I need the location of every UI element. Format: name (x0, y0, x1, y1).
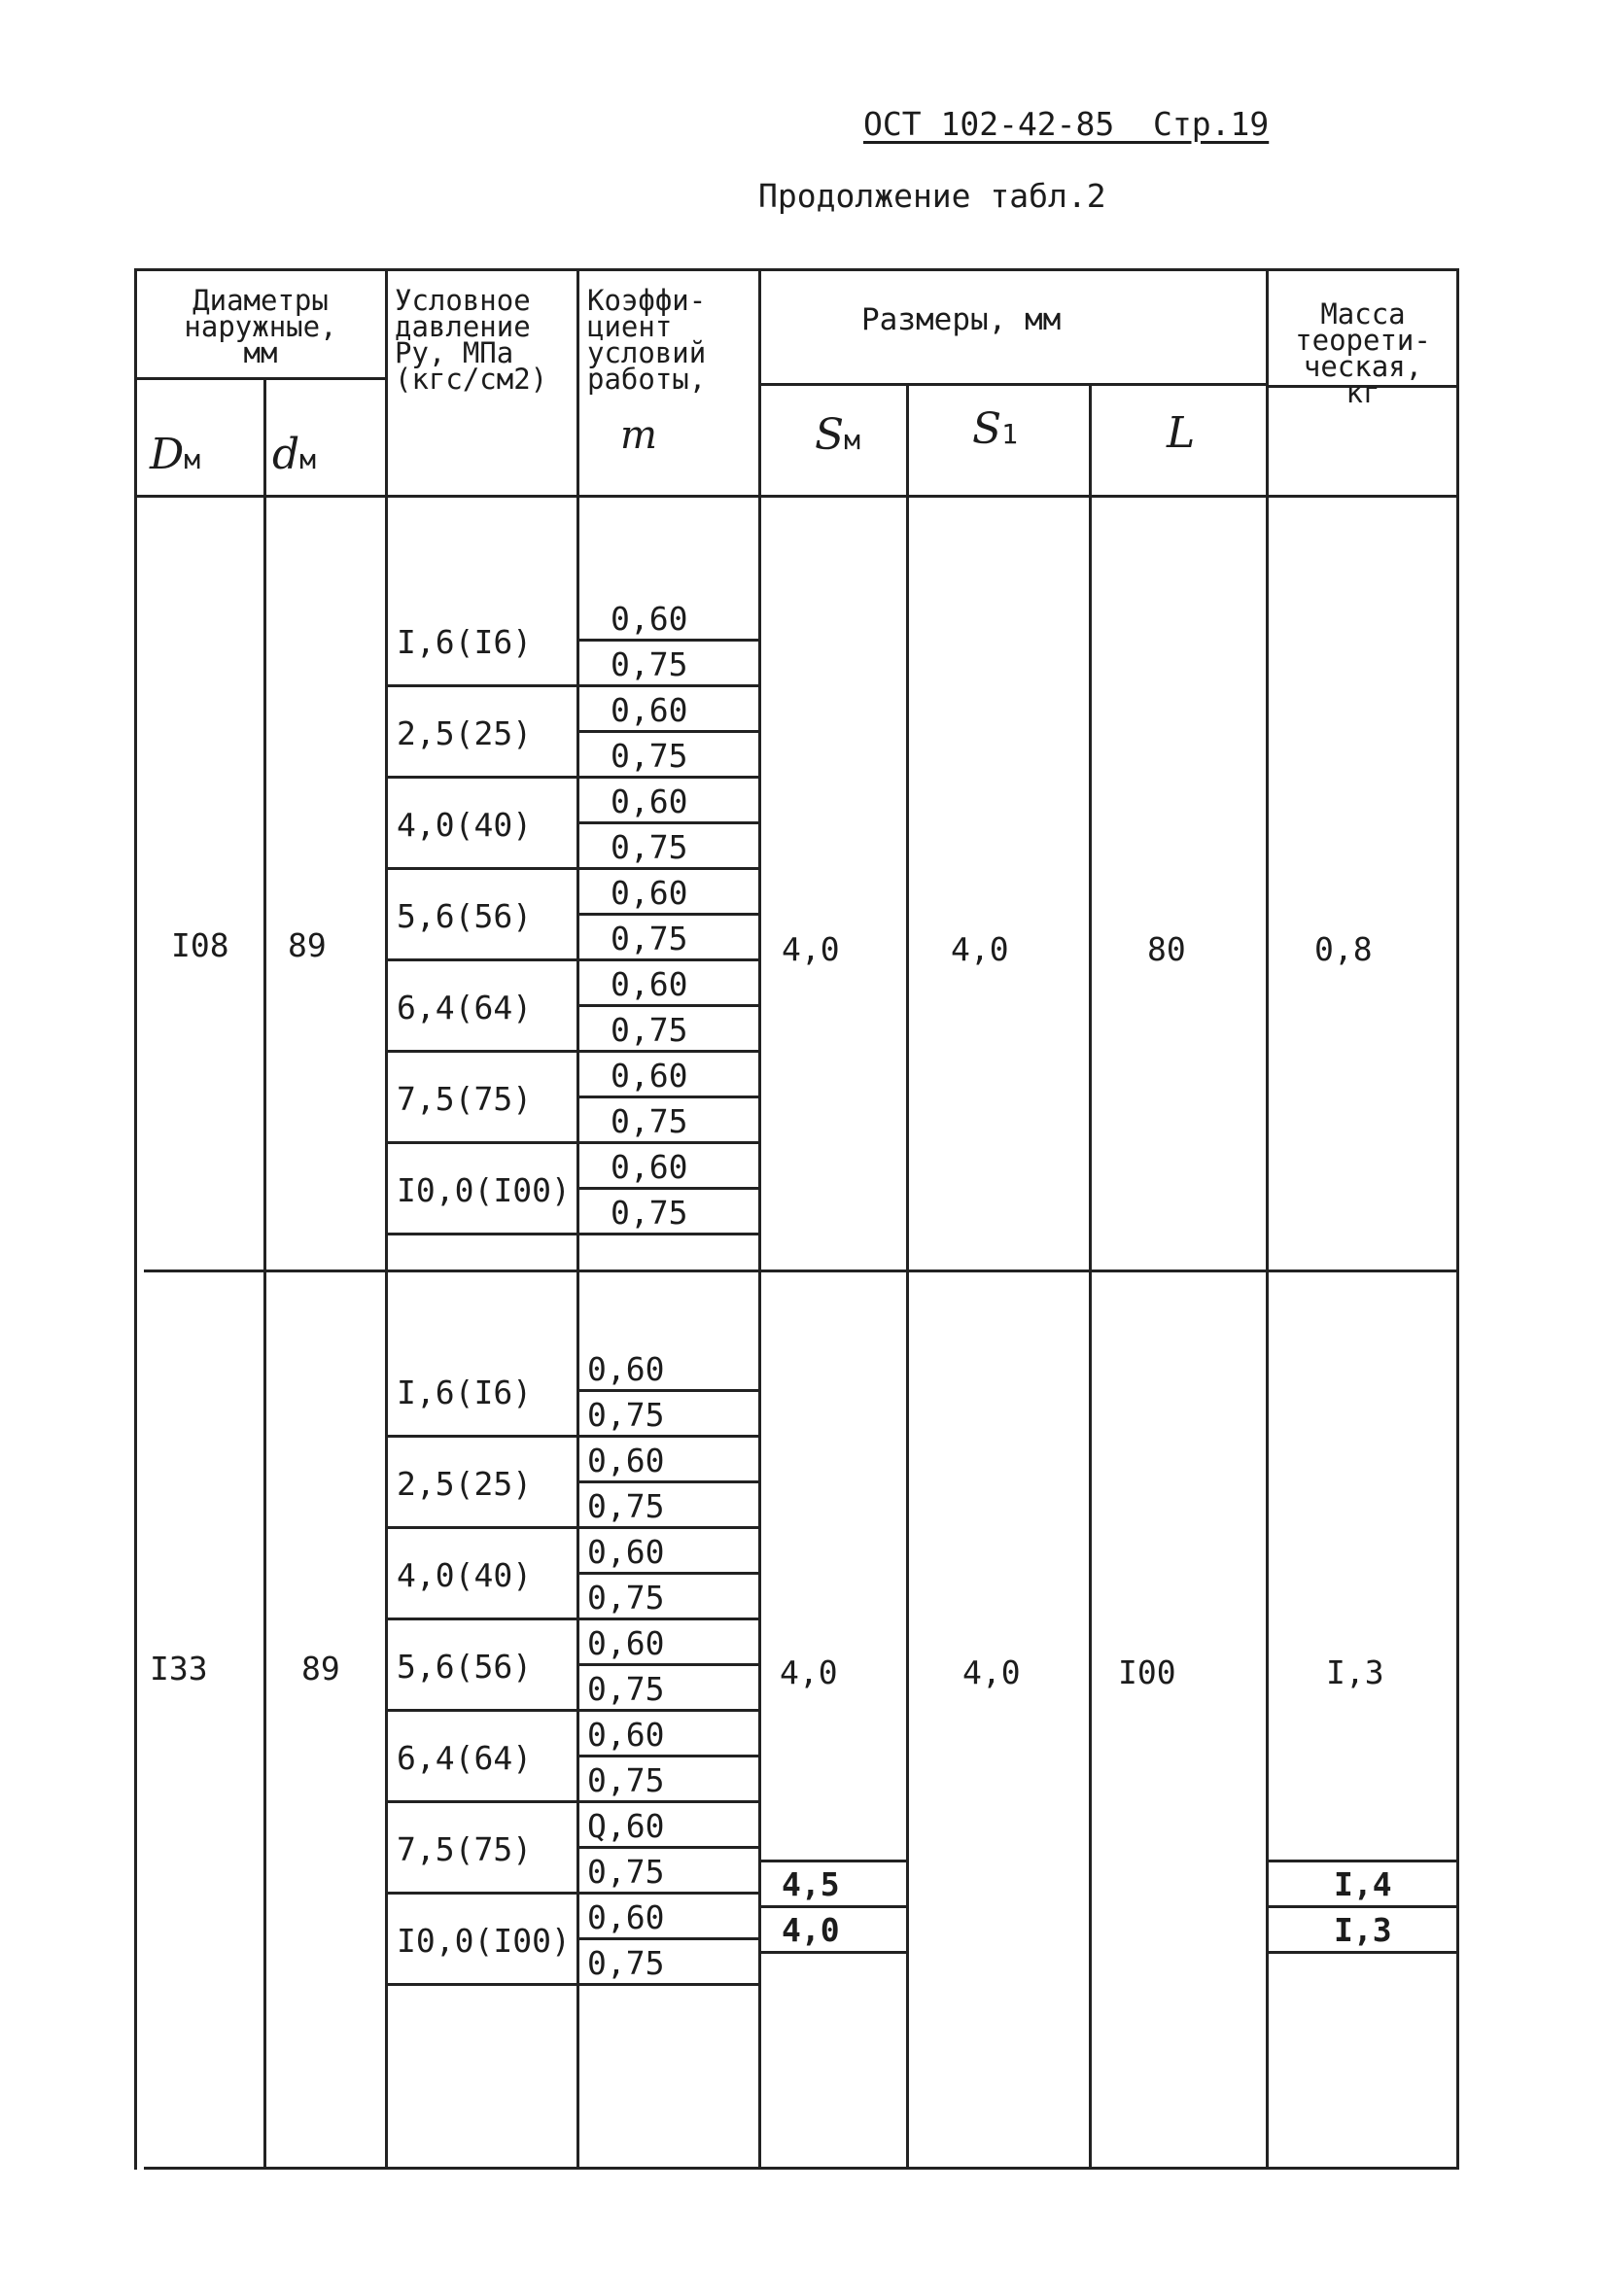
coefficient-value: 0,75 (611, 1102, 688, 1140)
col-divider-4 (758, 268, 761, 2170)
header-L: L (1167, 408, 1196, 458)
coefficient-divider (579, 684, 758, 687)
header-D-subscript: м (184, 443, 201, 475)
coefficient-value: 0,75 (587, 1487, 665, 1525)
pressure-row-divider (385, 1709, 579, 1712)
table-border-left (134, 268, 137, 2170)
header-D-symbol: D (150, 430, 185, 479)
b2-split-mid-Sm (758, 1905, 906, 1908)
header-diameters: Диаметры наружные, мм (184, 284, 337, 369)
block1-D: I08 (171, 926, 229, 964)
coefficient-divider (579, 1096, 758, 1098)
pressure-row-divider (385, 1141, 579, 1144)
header-divider-diam (134, 377, 385, 380)
coefficient-value: 0,60 (587, 1442, 665, 1479)
block1-L: 80 (1147, 930, 1186, 968)
coefficient-divider (579, 1187, 758, 1190)
block1-Sm: 4,0 (782, 930, 840, 968)
block2-d: 89 (301, 1650, 340, 1687)
pressure-row-divider (385, 1050, 579, 1053)
col-divider-7 (1266, 268, 1269, 2170)
coefficient-divider (579, 958, 758, 961)
table-border-top (134, 268, 1459, 271)
pressure-value: 4,0(40) (397, 806, 533, 844)
header-S1-symbol: S (972, 404, 1002, 454)
b2-split-top-Sm (758, 1860, 906, 1862)
header-d-symbol: d (272, 430, 300, 479)
header-sizes: Размеры, мм (861, 302, 1062, 337)
coefficient-value: 0,75 (587, 1396, 665, 1434)
pressure-value: 6,4(64) (397, 1739, 533, 1777)
pressure-value: I,6(I6) (397, 623, 533, 661)
coefficient-divider (579, 776, 758, 779)
header-d-subscript: м (299, 443, 317, 475)
coefficient-value: 0,60 (587, 1898, 665, 1936)
header-pressure: Условное давление Ру, МПа (кгс/см2) (395, 284, 548, 396)
block2-L: I00 (1118, 1653, 1176, 1691)
block2-last-mass-2: I,3 (1334, 1911, 1392, 1949)
coefficient-value: 0,60 (611, 600, 688, 638)
coefficient-divider (579, 1480, 758, 1483)
block2-S1: 4,0 (962, 1653, 1021, 1691)
col-divider-6 (1089, 385, 1092, 2170)
coefficient-divider (579, 1983, 758, 1986)
header-d (272, 430, 317, 479)
coefficient-value: 0,75 (587, 1670, 665, 1708)
pressure-value: I0,0(I00) (397, 1171, 571, 1209)
pressure-value: 2,5(25) (397, 714, 533, 752)
b2-split-top-mass (1266, 1860, 1456, 1862)
table-border-right (1456, 268, 1459, 2170)
document-code: ОСТ 102-42-85 Стр.19 (863, 105, 1270, 143)
pressure-value: 7,5(75) (397, 1080, 533, 1118)
spec-table (134, 268, 1459, 2170)
coefficient-divider (579, 1937, 758, 1940)
coefficient-value: 0,60 (587, 1716, 665, 1754)
col-divider-1 (263, 377, 266, 2170)
b2-split-bot-Sm (758, 1951, 906, 1954)
header-bottom-line (134, 495, 1459, 498)
pressure-row-divider (385, 867, 579, 870)
b2-split-mid-mass (1266, 1905, 1456, 1908)
coefficient-divider (579, 730, 758, 733)
coefficient-divider (579, 639, 758, 642)
coefficient-divider (579, 1800, 758, 1803)
pressure-row-divider (385, 1800, 579, 1803)
coefficient-value: 0,60 (611, 1057, 688, 1095)
pressure-value: 5,6(56) (397, 1648, 533, 1686)
pressure-block-end (385, 1233, 579, 1235)
pressure-value: I,6(I6) (397, 1374, 533, 1411)
table-continuation-title: Продолжение табл.2 (758, 177, 1106, 215)
coefficient-value: 0,75 (587, 1853, 665, 1891)
header-Sm-symbol: S (815, 410, 845, 460)
coefficient-divider (579, 1663, 758, 1666)
coefficient-value: 0,60 (611, 874, 688, 912)
coefficient-value: 0,75 (611, 737, 688, 775)
coefficient-value: 0,75 (611, 645, 688, 683)
coefficient-divider (579, 1050, 758, 1053)
block2-Sm: 4,0 (780, 1653, 838, 1691)
coefficient-value: 0,60 (611, 783, 688, 820)
coefficient-divider (579, 1755, 758, 1757)
block2-last-mass-1: I,4 (1334, 1865, 1392, 1903)
pressure-block-end (385, 1983, 579, 1986)
coefficient-value: 0,60 (587, 1350, 665, 1388)
pressure-row-divider (385, 776, 579, 779)
col-divider-3 (576, 268, 579, 2170)
coefficient-value: 0,75 (587, 1944, 665, 1982)
block1-mass: 0,8 (1314, 930, 1373, 968)
header-m: m (620, 413, 657, 458)
col-divider-2 (385, 268, 388, 2170)
coefficient-value: 0,60 (611, 691, 688, 729)
block1-S1: 4,0 (951, 930, 1009, 968)
coefficient-divider (579, 1389, 758, 1392)
coefficient-value: 0,75 (611, 1011, 688, 1049)
coefficient-value: 0,60 (611, 1148, 688, 1186)
coefficient-divider (579, 1233, 758, 1235)
coefficient-divider (579, 1572, 758, 1575)
b2-split-bot-mass (1266, 1951, 1456, 1954)
coefficient-divider (579, 1004, 758, 1007)
coefficient-divider (579, 1435, 758, 1438)
pressure-row-divider (385, 684, 579, 687)
header-Sm-subscript: м (844, 424, 861, 456)
table-border-bottom (144, 2167, 1458, 2170)
pressure-value: 6,4(64) (397, 989, 533, 1026)
header-Sm (815, 410, 861, 460)
coefficient-divider (579, 1846, 758, 1849)
coefficient-divider (579, 821, 758, 824)
coefficient-divider (579, 1141, 758, 1144)
pressure-row-divider (385, 1526, 579, 1529)
coefficient-value: Q,60 (587, 1807, 665, 1845)
pressure-value: I0,0(I00) (397, 1922, 571, 1960)
pressure-value: 5,6(56) (397, 897, 533, 935)
pressure-value: 7,5(75) (397, 1830, 533, 1868)
coefficient-value: 0,75 (587, 1579, 665, 1617)
coefficient-value: 0,60 (587, 1533, 665, 1571)
col-divider-5 (906, 385, 909, 2170)
header-S1-subscript: 1 (1001, 418, 1019, 450)
coefficient-divider (579, 1709, 758, 1712)
coefficient-value: 0,75 (611, 828, 688, 866)
coefficient-divider (579, 867, 758, 870)
coefficient-value: 0,60 (611, 965, 688, 1003)
pressure-row-divider (385, 958, 579, 961)
block2-last-Sm-1: 4,5 (782, 1865, 840, 1903)
pressure-value: 2,5(25) (397, 1465, 533, 1503)
block2-D: I33 (150, 1650, 208, 1687)
coefficient-value: 0,75 (587, 1761, 665, 1799)
coefficient-value: 0,60 (587, 1624, 665, 1662)
pressure-row-divider (385, 1435, 579, 1438)
block2-last-Sm-2: 4,0 (782, 1911, 840, 1949)
pressure-row-divider (385, 1892, 579, 1895)
block2-mass: I,3 (1326, 1653, 1384, 1691)
pressure-value: 4,0(40) (397, 1556, 533, 1594)
header-D (150, 430, 201, 479)
coefficient-divider (579, 1526, 758, 1529)
header-coefficient: Коэффи- циент условий работы, (587, 284, 707, 396)
coefficient-value: 0,75 (611, 1194, 688, 1232)
block-separator (144, 1270, 1458, 1272)
block1-d: 89 (288, 926, 327, 964)
coefficient-divider (579, 913, 758, 916)
header-divider-sizes (758, 383, 1266, 386)
coefficient-divider (579, 1892, 758, 1895)
coefficient-value: 0,75 (611, 920, 688, 957)
header-S1 (972, 404, 1019, 454)
coefficient-divider (579, 1618, 758, 1620)
pressure-row-divider (385, 1618, 579, 1620)
header-mass: Масса теорети- ческая, кг (1295, 297, 1431, 409)
